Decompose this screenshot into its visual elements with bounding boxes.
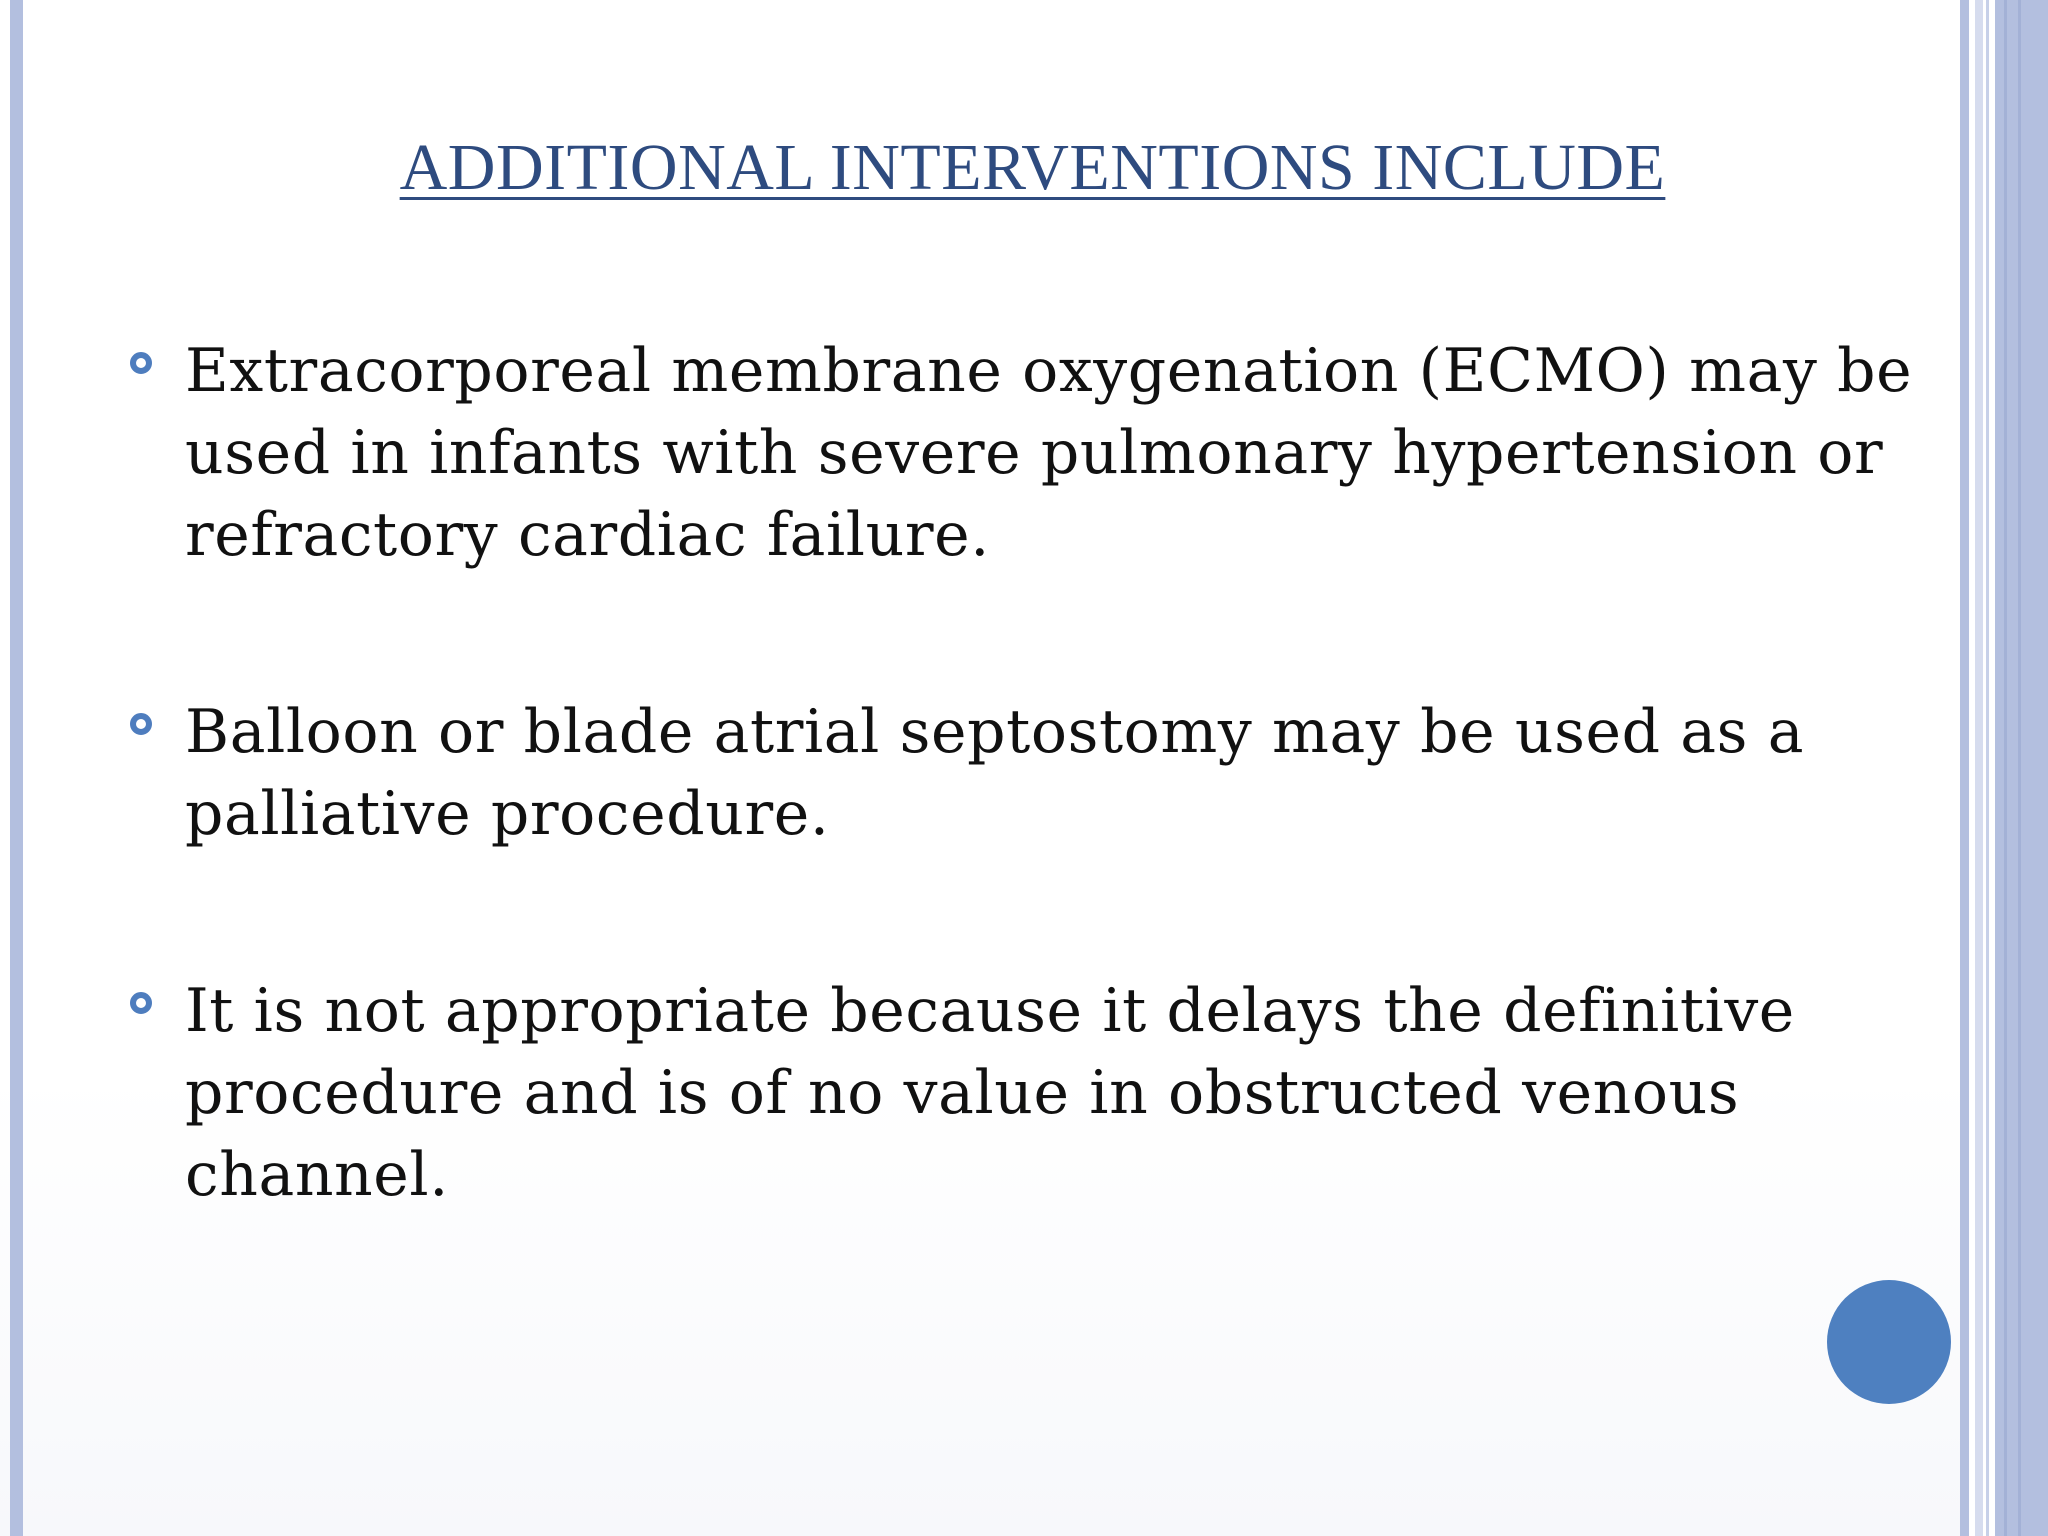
bullet-list <box>130 330 1950 1216</box>
hollow-circle-bullet-icon <box>130 352 152 374</box>
bullet-item-ecmo <box>130 330 1950 576</box>
hollow-circle-bullet-icon <box>130 713 152 735</box>
bullet-text: Balloon or blade atrial septostomy may be used as a palliative procedure. <box>185 697 1805 849</box>
hollow-circle-bullet-icon <box>130 992 152 1014</box>
right-stripe <box>2018 0 2021 1536</box>
filled-circle-decoration-icon <box>1827 1280 1951 1404</box>
bullet-text: It is not appropriate because it delays the definitive procedure and is of no value in obstructed venous channel. <box>185 976 1795 1210</box>
right-stripe <box>1960 0 1969 1536</box>
bullet-item-septostomy <box>130 691 1950 855</box>
bullet-text: Extracorporeal membrane oxygenation (ECMO) may be used in infants with severe pulmonary hypertension or refractory cardiac failure. <box>185 336 1913 570</box>
bullet-item-not-appropriate <box>130 970 1950 1216</box>
right-stripe <box>2004 0 2007 1536</box>
right-stripe <box>1975 0 1983 1536</box>
slide-title: ADDITIONAL INTERVENTIONS INCLUDE <box>399 131 1666 204</box>
right-stripe <box>1995 0 2048 1536</box>
left-decorative-stripe <box>10 0 23 1536</box>
